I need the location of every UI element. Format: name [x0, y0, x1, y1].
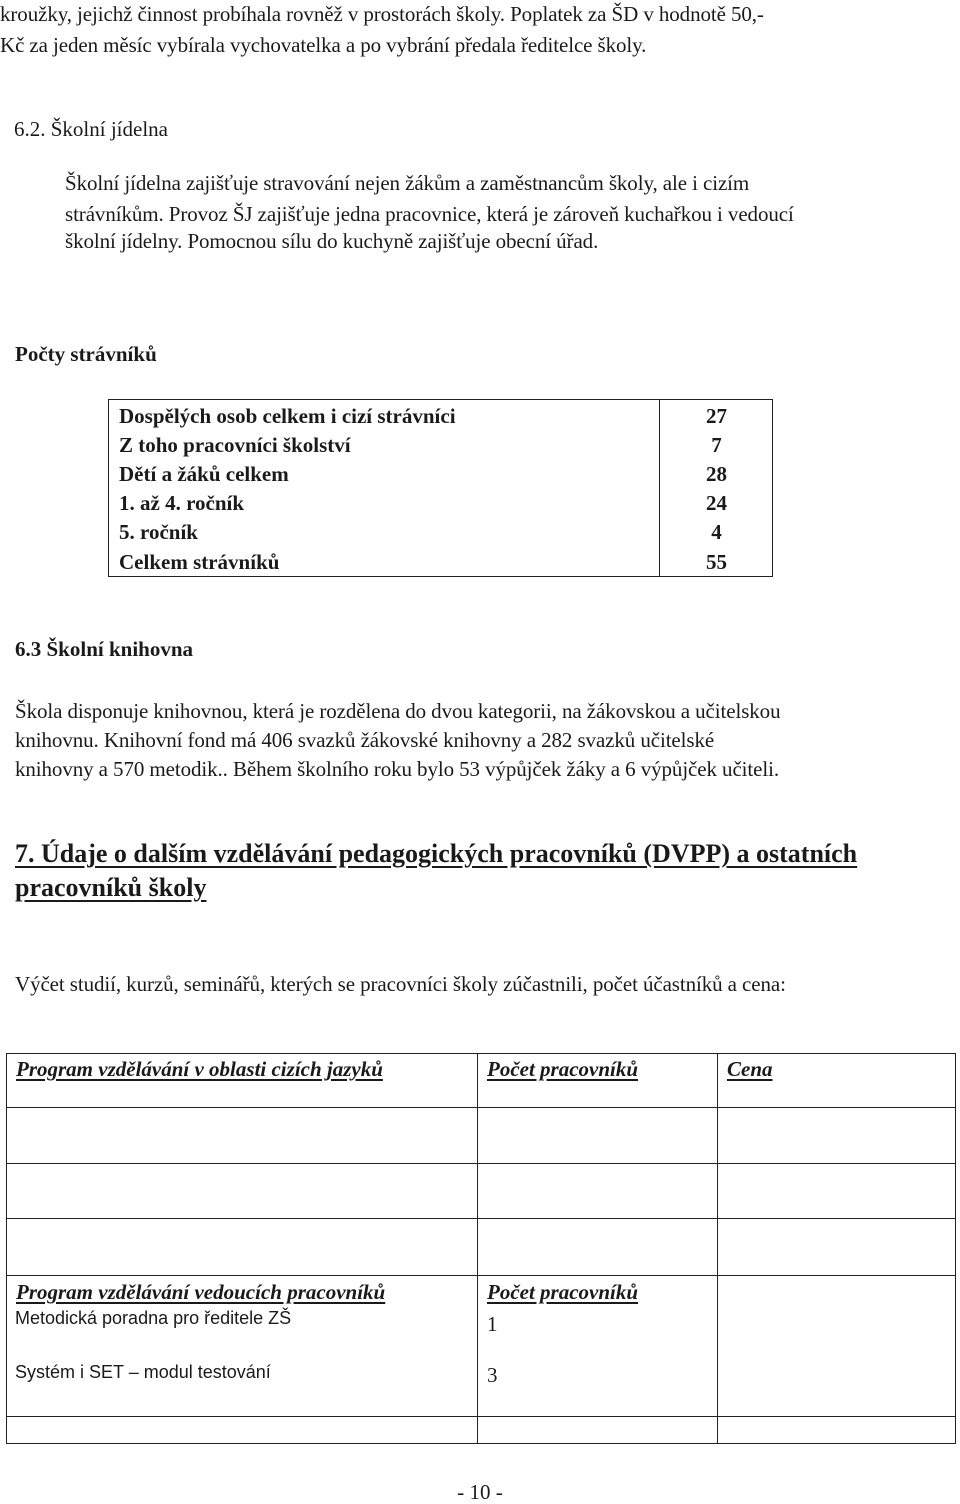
section-7-intro: Výčet studií, kurzů, seminářů, kterých se pracovníci školy zúčastnili, počet účastníků a cena:	[15, 972, 786, 996]
dvpp-row-count: 1	[487, 1312, 498, 1336]
meal-row-value: 24	[706, 491, 727, 515]
dvpp-header-program-languages: Program vzdělávání v oblasti cizích jazyků	[16, 1057, 383, 1081]
dvpp-vline	[717, 1275, 718, 1443]
meal-row-label: Dětí a žáků celkem	[119, 462, 289, 486]
meal-row-value: 4	[711, 520, 722, 544]
section-6-3-para-line-2: knihovnu. Knihovní fond má 406 svazků žákovské knihovny a 282 svazků učitelské	[15, 728, 715, 752]
dvpp-hline	[6, 1416, 956, 1417]
meal-row-label: 5. ročník	[119, 520, 198, 544]
meal-row-value: 7	[711, 433, 722, 457]
dvpp-header-program-leaders: Program vzdělávání vedoucích pracovníků	[16, 1280, 386, 1304]
meal-table-divider	[659, 400, 660, 576]
section-6-3-heading: 6.3 Školní knihovna	[15, 637, 194, 661]
section-6-2-heading: 6.2. Školní jídelna	[14, 117, 168, 141]
dvpp-border-left	[6, 1053, 7, 1444]
meal-row-label: Z toho pracovníci školství	[119, 433, 351, 457]
dvpp-header-count: Počet pracovníků	[487, 1057, 639, 1081]
meal-row-label: 1. až 4. ročník	[119, 491, 245, 515]
dvpp-hline	[6, 1053, 956, 1054]
dvpp-row-program: Systém i SET – modul testování	[15, 1362, 271, 1382]
section-6-3-para-line-3: knihovny a 570 metodik.. Během školního roku bylo 53 výpůjček žáky a 6 výpůjček učiteli.	[15, 757, 779, 781]
dvpp-hline	[6, 1107, 956, 1108]
dvpp-vline	[477, 1053, 478, 1275]
meal-row-value: 28	[706, 462, 727, 486]
section-6-2-para-line-2: strávníkům. Provoz ŠJ zajišťuje jedna pracovnice, která je zároveň kuchařkou i vedoucí	[65, 202, 794, 226]
meal-row-label: Celkem strávníků	[119, 550, 280, 574]
dvpp-row-program: Metodická poradna pro ředitele ZŠ	[15, 1308, 292, 1328]
page-number: - 10 -	[457, 1480, 503, 1504]
dvpp-header-count-2: Počet pracovníků	[487, 1280, 639, 1304]
section-7-title-line-1: 7. Údaje o dalším vzdělávání pedagogických pracovníků (DVPP) a ostatních	[15, 839, 858, 868]
dvpp-hline	[6, 1163, 956, 1164]
dvpp-header-price: Cena	[727, 1057, 773, 1081]
dvpp-vline	[477, 1275, 478, 1443]
meal-row-value: 55	[706, 550, 727, 574]
intro-line-1: kroužky, jejichž činnost probíhala rovněž v prostorách školy. Poplatek za ŠD v hodnotě 50,-	[0, 2, 764, 26]
dvpp-hline	[6, 1218, 956, 1219]
dvpp-hline	[6, 1275, 956, 1276]
meal-row-value: 27	[706, 404, 727, 428]
intro-line-2: Kč za jeden měsíc vybírala vychovatelka a po vybrání předala ředitelce školy.	[0, 33, 647, 57]
section-7-title-line-2: pracovníků školy	[15, 873, 207, 902]
dvpp-vline	[717, 1053, 718, 1275]
section-6-3-para-line-1: Škola disponuje knihovnou, která je rozdělena do dvou kategorii, na žákovskou a učitelskou	[15, 699, 781, 723]
section-6-2-para-line-3: školní jídelny. Pomocnou sílu do kuchyně zajišťuje obecní úřad.	[65, 229, 599, 253]
dvpp-border-right	[955, 1053, 956, 1444]
section-6-2-para-line-1: Školní jídelna zajišťuje stravování nejen žákům a zaměstnancům školy, ale i cizím	[65, 171, 750, 195]
meal-row-label: Dospělých osob celkem i cizí strávníci	[119, 404, 456, 428]
dvpp-hline	[6, 1443, 956, 1444]
meal-counts-heading: Počty strávníků	[15, 342, 157, 366]
dvpp-row-count: 3	[487, 1363, 498, 1387]
meal-counts-table	[108, 399, 773, 577]
